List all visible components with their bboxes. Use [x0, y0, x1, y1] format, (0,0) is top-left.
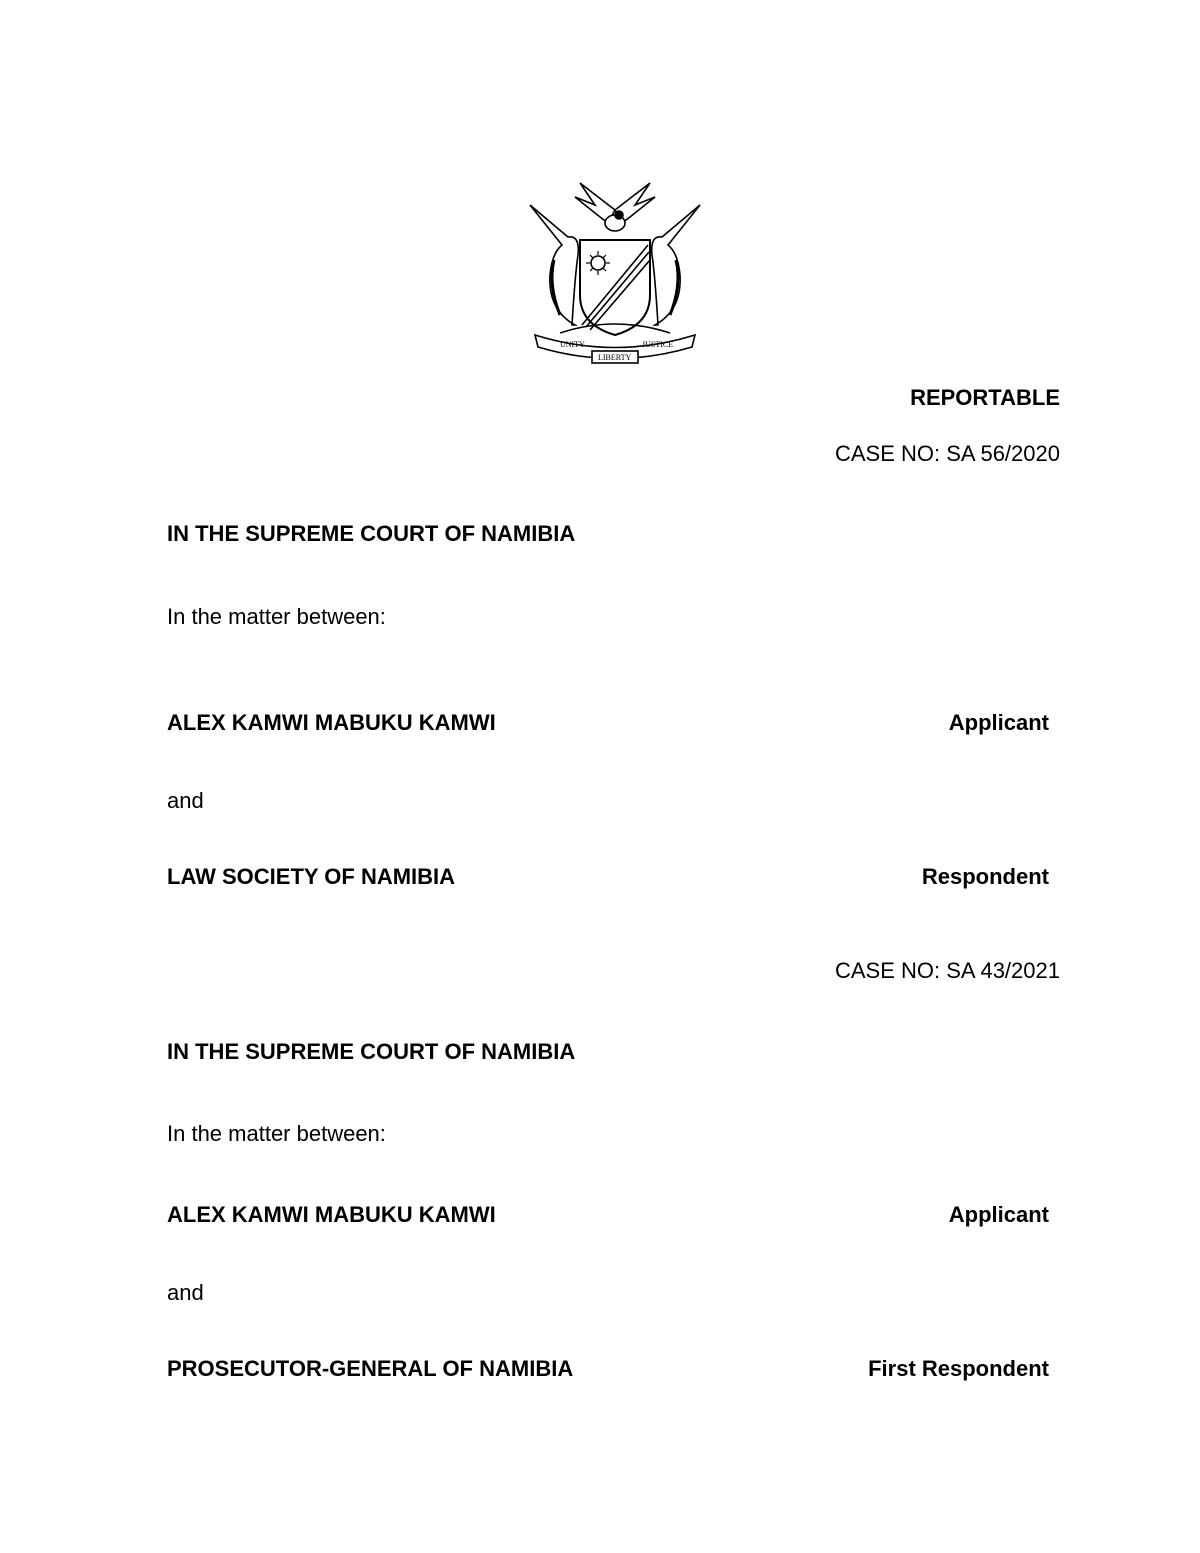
matter-intro-2: In the matter between:: [167, 1121, 386, 1146]
svg-text:LIBERTY: LIBERTY: [598, 353, 632, 362]
party-role-respondent-2: First Respondent: [868, 1356, 1049, 1381]
party-name-applicant-1: ALEX KAMWI MABUKU KAMWI: [167, 710, 496, 735]
party-role-respondent-1: Respondent: [921, 864, 1049, 889]
svg-text:JUSTICE: JUSTICE: [642, 340, 674, 349]
case-number-1: CASE NO: SA 56/2020: [834, 441, 1060, 466]
party-role-applicant-2: Applicant: [948, 1202, 1049, 1227]
court-heading-2: IN THE SUPREME COURT OF NAMIBIA: [167, 1039, 576, 1064]
party-name-respondent-1: LAW SOCIETY OF NAMIBIA: [167, 864, 456, 889]
conjunction-1: and: [167, 788, 204, 813]
party-role-applicant-1: Applicant: [948, 710, 1049, 735]
party-name-respondent-2: PROSECUTOR-GENERAL OF NAMIBIA: [167, 1356, 574, 1381]
conjunction-2: and: [167, 1280, 204, 1305]
party-name-applicant-2: ALEX KAMWI MABUKU KAMWI: [167, 1202, 496, 1227]
case-number-2: CASE NO: SA 43/2021: [834, 958, 1060, 983]
court-heading-1: IN THE SUPREME COURT OF NAMIBIA: [167, 521, 576, 546]
reportable-label: REPORTABLE: [910, 385, 1060, 410]
svg-text:UNITY: UNITY: [560, 340, 585, 349]
matter-intro-1: In the matter between:: [167, 604, 386, 629]
coat-of-arms-icon: [520, 175, 710, 365]
